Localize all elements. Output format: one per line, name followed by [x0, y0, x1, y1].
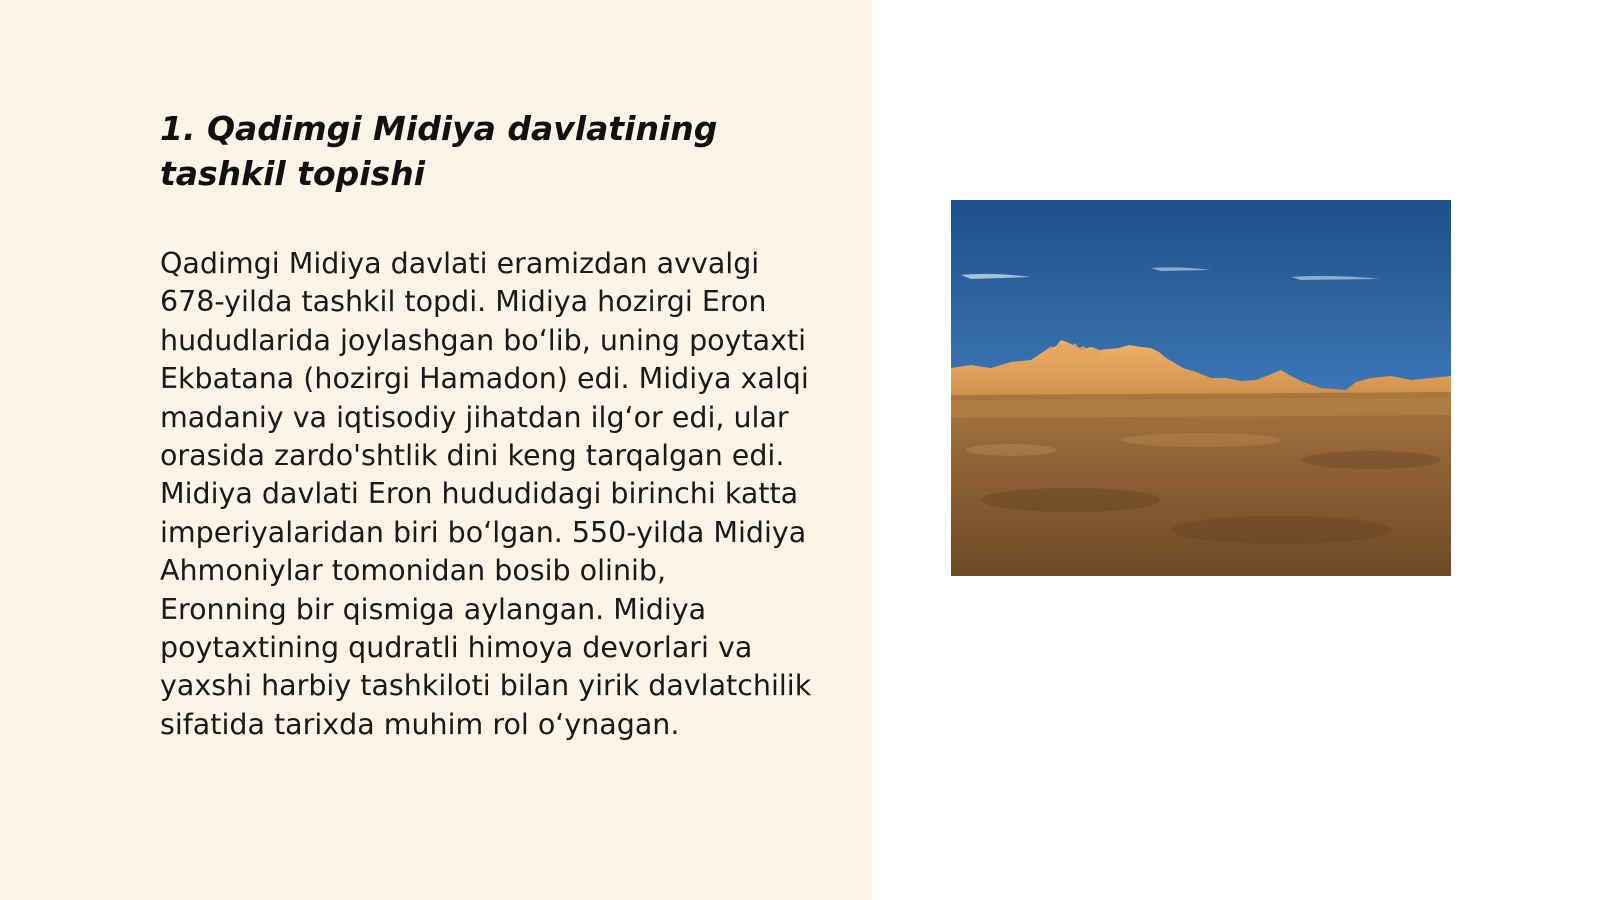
desert-fortress-photo [951, 200, 1451, 576]
slide-body-text: Qadimgi Midiya davlati eramizdan avvalgi 678-yilda tashkil topdi. Midiya hozirgi Eron hududlarida joylashgan bo‘lib, uning poytaxti Ekbatana (hozirgi Hamadon) edi. Midiya xalqi madaniy va iqtisodiy jihatdan ilg‘or edi, ular orasida zardo'shtlik dini keng tarqalgan edi. Midiya davlati Eron hududidagi birinchi katta imperiyalaridan biri bo‘lgan. 550-yilda Midiya Ahmoniylar tomonidan bosib olinib, Eronning bir qismiga aylangan. Midiya poytaxtining qudratli himoya devorlari va yaxshi harbiy tashkiloti bilan yirik davlatchilik sifatida tarixda muhim rol o‘ynagan. [160, 247, 812, 741]
desert-landscape-image [951, 200, 1451, 576]
slide-title: 1. Qadimgi Midiya davlatining tashkil topishi [160, 109, 718, 193]
